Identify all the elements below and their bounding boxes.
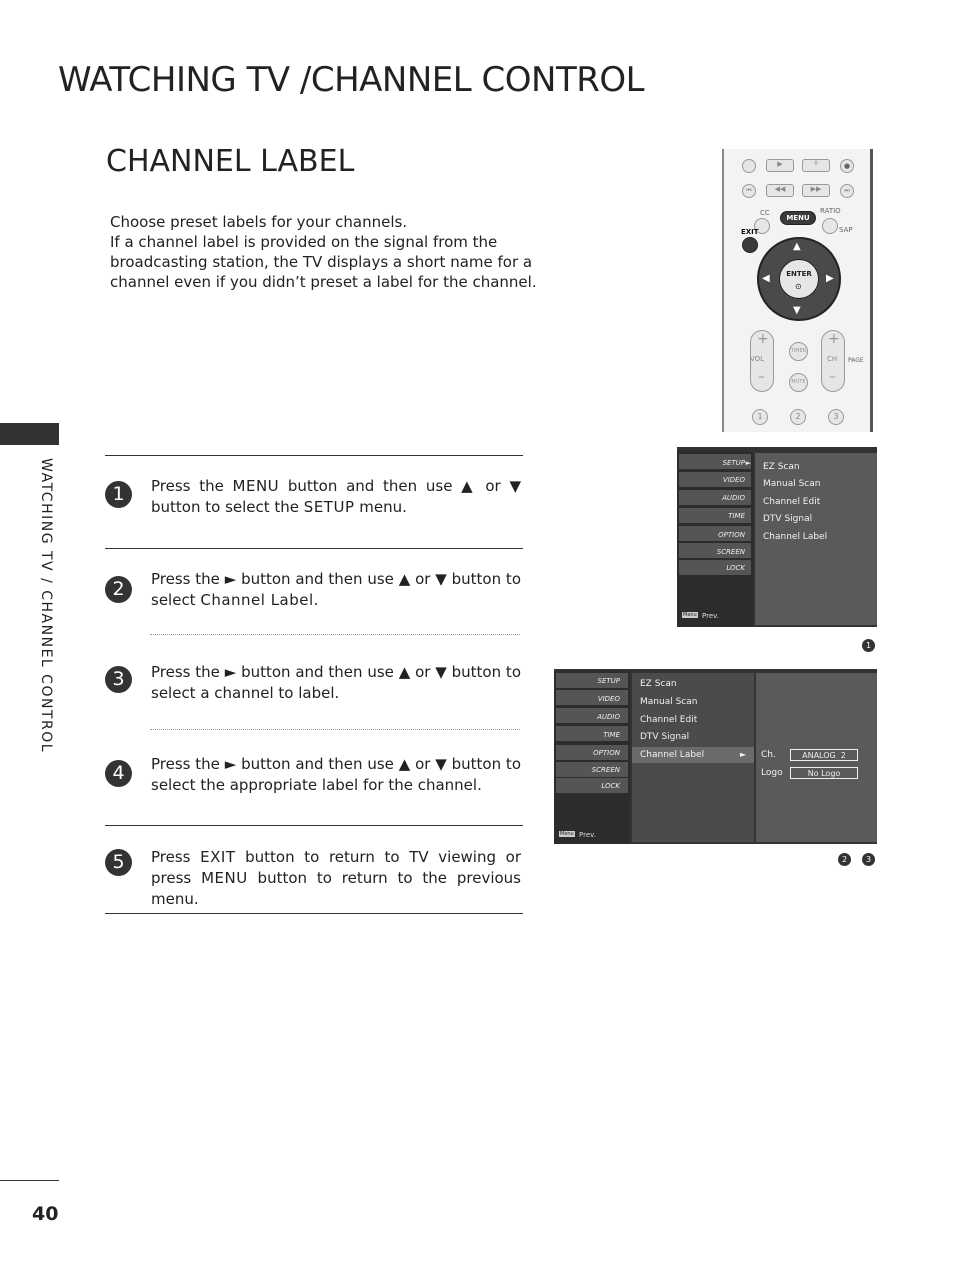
- intro-line: If a channel label is provided on the signal from the: [110, 233, 498, 251]
- ch-value-field: ANALOG 2: [790, 749, 858, 761]
- osd-screen-channel-label: [554, 669, 877, 844]
- record-icon: ●: [840, 159, 854, 173]
- intro-line: channel even if you didn’t preset a label for the channel.: [110, 273, 537, 291]
- digit-button-2: 2: [790, 409, 806, 425]
- step-divider: [105, 455, 523, 456]
- logo-value-field: No Logo: [790, 767, 858, 779]
- side-menu-time: TIME: [603, 731, 620, 739]
- menu-item-ez-scan: EZ Scan: [763, 462, 800, 472]
- enter-label: ENTER: [786, 270, 812, 278]
- step-divider: [105, 548, 523, 549]
- menu-item-manual-scan: Manual Scan: [763, 479, 821, 489]
- side-menu-video: VIDEO: [722, 476, 745, 484]
- ch-field-label: Ch.: [761, 750, 776, 760]
- menu-item-dtv-signal: DTV Signal: [640, 732, 690, 742]
- side-chapter-text: WATCHING TV / CHANNEL CONTROL: [38, 458, 54, 754]
- side-menu-lock: LOCK: [726, 564, 745, 572]
- navigation-ring: [757, 237, 841, 321]
- cc-label: CC: [760, 209, 770, 217]
- prev-label: Prev.: [702, 612, 719, 620]
- digit-button-1: 1: [752, 409, 768, 425]
- side-menu-setup: SETUP: [597, 677, 620, 685]
- step-number-badge: 2: [105, 576, 132, 603]
- menu-key-icon: Menu: [683, 612, 697, 618]
- setup-submenu: [632, 673, 754, 842]
- menu-item-channel-label: Channel Label: [640, 750, 705, 760]
- side-menu-screen: SCREEN: [716, 548, 745, 556]
- rewind-icon: ◀◀: [766, 184, 794, 197]
- side-menu-option: OPTION: [593, 749, 620, 757]
- footer-divider: [0, 1180, 59, 1181]
- screen-step-marker: 3: [862, 853, 875, 866]
- step-divider: [105, 913, 523, 914]
- channel-label-panel: [756, 673, 877, 842]
- vol-label: VOL: [750, 355, 765, 363]
- side-menu-audio: AUDIO: [722, 494, 745, 502]
- channel-label-keyword: Channel Label.: [200, 591, 319, 609]
- exit-label: EXIT: [741, 228, 759, 236]
- side-menu-screen: SCREEN: [591, 766, 620, 774]
- skip-back-icon: ⏮: [742, 184, 756, 198]
- step-number-badge: 1: [105, 481, 132, 508]
- submenu-arrow-icon: ►: [740, 750, 747, 759]
- mute-button: MUTE: [789, 373, 808, 392]
- ch-label: CH: [827, 355, 838, 363]
- step-3-text: Press the ► button and then use ▲ or ▼ button to select a channel to label.: [151, 663, 521, 702]
- side-chapter-label: [36, 458, 56, 778]
- side-menu-option: OPTION: [718, 531, 745, 539]
- arrow-left-icon: ◀: [762, 273, 770, 284]
- exit-button: [742, 237, 758, 253]
- step-divider: [105, 825, 523, 826]
- volume-rocker: [750, 330, 774, 392]
- step-divider-dotted: [150, 729, 520, 730]
- step-number-badge: 5: [105, 849, 132, 876]
- menu-key-icon: Menu: [560, 831, 574, 837]
- menu-item-channel-label: Channel Label: [763, 532, 828, 542]
- menu-item-manual-scan: Manual Scan: [640, 697, 698, 707]
- arrow-up-icon: ▲: [793, 241, 801, 252]
- intro-line: broadcasting station, the TV displays a short name for a: [110, 253, 533, 271]
- menu-button: MENU: [780, 211, 816, 225]
- digit-button-3: 3: [828, 409, 844, 425]
- section-title: CHANNEL LABEL: [106, 144, 355, 179]
- menu-item-channel-edit: Channel Edit: [763, 497, 821, 507]
- menu-item-dtv-signal: DTV Signal: [763, 514, 813, 524]
- logo-field-label: Logo: [761, 768, 783, 778]
- plus-icon: +: [828, 331, 840, 347]
- pause-icon: II: [802, 159, 830, 172]
- play-icon: ▶: [766, 159, 794, 172]
- page-title: WATCHING TV /CHANNEL CONTROL: [58, 60, 645, 100]
- osd-side-menu: [554, 671, 630, 844]
- osd-screen-setup-menu: [677, 447, 877, 627]
- channel-rocker: [821, 330, 845, 392]
- skip-forward-icon: ⏭: [840, 184, 854, 198]
- arrow-down-icon: ▼: [793, 305, 801, 316]
- side-menu-setup: SETUP: [722, 459, 745, 467]
- enter-dot-icon: ⊙: [795, 282, 802, 291]
- selected-arrow-icon: ►: [745, 459, 751, 467]
- fast-forward-icon: ▶▶: [802, 184, 830, 197]
- menu-item-ez-scan: EZ Scan: [640, 679, 677, 689]
- exit-keyword: EXIT: [200, 848, 236, 866]
- intro-paragraph: [110, 212, 537, 292]
- enter-button: [779, 259, 819, 299]
- side-tab-marker: [0, 423, 59, 445]
- step-number-badge: 4: [105, 760, 132, 787]
- step-2-text: Press the ► button and then use ▲ or ▼ button to select Channel Label.: [151, 570, 521, 609]
- page-number: 40: [32, 1203, 59, 1225]
- step-1-text: Press the MENU button and then use ▲ or ▼ button to select the SETUP menu.: [151, 477, 521, 516]
- step-4-text: Press the ► button and then use ▲ or ▼ button to select the appropriate label for the channel.: [151, 755, 521, 794]
- plus-icon: +: [757, 331, 769, 347]
- side-menu-lock: LOCK: [601, 782, 620, 790]
- menu-keyword: MENU: [201, 869, 248, 887]
- step-5-text: Press EXIT button to return to TV viewing or press MENU button to return to the previous menu.: [151, 848, 522, 908]
- menu-keyword: MENU: [232, 477, 280, 495]
- side-menu-audio: AUDIO: [597, 713, 620, 721]
- ratio-button: [822, 218, 838, 234]
- prev-label: Prev.: [579, 831, 596, 839]
- step-number-badge: 3: [105, 666, 132, 693]
- side-menu-video: VIDEO: [597, 695, 620, 703]
- osd-side-menu: [677, 451, 753, 627]
- side-menu-time: TIME: [728, 512, 745, 520]
- arrow-right-icon: ▶: [826, 273, 834, 284]
- setup-submenu: [755, 453, 877, 625]
- setup-keyword: SETUP: [303, 498, 355, 516]
- screen-step-marker: 1: [862, 639, 875, 652]
- screen-step-marker: 2: [838, 853, 851, 866]
- step-divider-dotted: [150, 634, 520, 635]
- remote-control-illustration: [722, 149, 873, 432]
- minus-icon: –: [829, 369, 836, 385]
- timer-button: TIMER: [789, 342, 808, 361]
- page-label: PAGE: [848, 357, 864, 364]
- intro-line: Choose preset labels for your channels.: [110, 213, 408, 231]
- minus-icon: –: [758, 369, 765, 385]
- sap-label: SAP: [839, 226, 853, 234]
- menu-item-channel-edit: Channel Edit: [640, 715, 698, 725]
- ratio-label: RATIO: [820, 207, 841, 215]
- stop-icon: [742, 159, 756, 173]
